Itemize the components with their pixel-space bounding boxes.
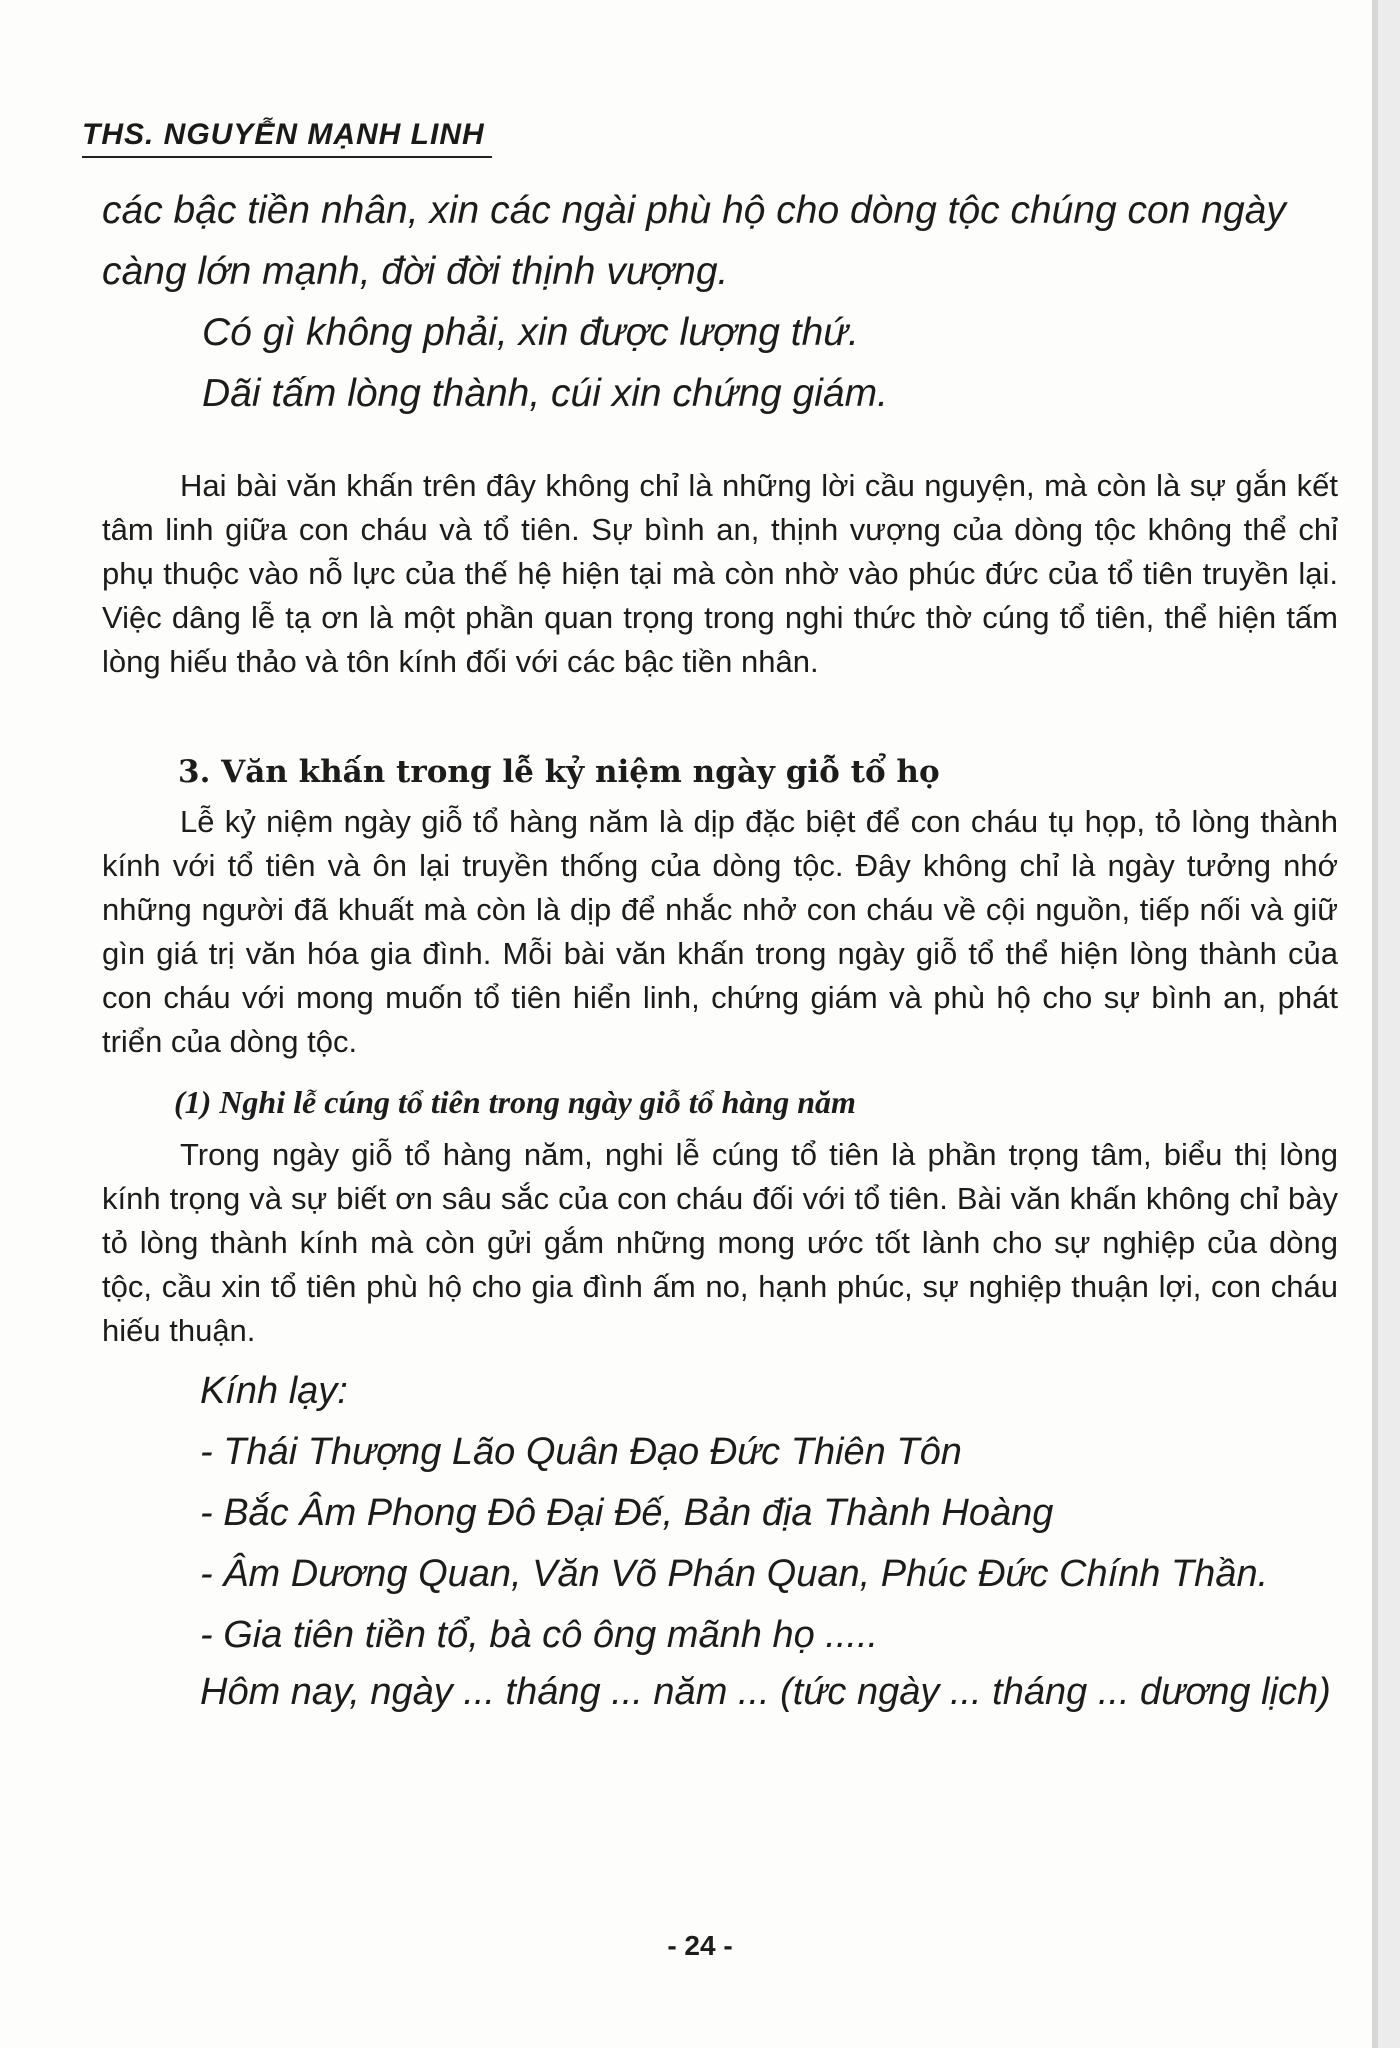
prayer-line-6: Hôm nay, ngày ... tháng ... năm ... (tức ngày ... tháng ... dương lịch) xyxy=(200,1671,1331,1713)
prayer-line-2: - Thái Thượng Lão Quân Đạo Đức Thiên Tôn xyxy=(200,1431,962,1473)
page-number: - 24 - xyxy=(667,1930,733,1961)
page-content xyxy=(102,180,1338,1718)
prayer-line-4: - Âm Dương Quan, Văn Võ Phán Quan, Phúc Đức Chính Thần. xyxy=(200,1553,1269,1595)
prayer-line-5: - Gia tiên tiền tổ, bà cô ông mãnh họ ..... xyxy=(200,1614,879,1656)
verse-line-1: các bậc tiền nhân, xin các ngài phù hộ cho dòng tộc chúng con ngày càng lớn mạnh, đời đời thịnh vượng. xyxy=(102,189,1286,293)
subsection-paragraph: Trong ngày giỗ tổ hàng năm, nghi lễ cúng tổ tiên là phần trọng tâm, biểu thị lòng kính trọng và sự biết ơn sâu sắc của con cháu đối với tổ tiên. Bài văn khấn không chỉ bày tỏ lòng thành kính mà còn gửi gắm những mong ước tốt lành cho sự nghiệp của dòng tộc, cầu xin tổ tiên phù hộ cho gia đình ấm no, hạnh phúc, sự nghiệp thuận lợi, con cháu hiếu thuận. xyxy=(102,1137,1338,1348)
paragraph-summary: Hai bài văn khấn trên đây không chỉ là những lời cầu nguyện, mà còn là sự gắn kết tâm linh giữa con cháu và tổ tiên. Sự bình an, thịnh vượng của dòng tộc không thể chỉ phụ thuộc vào nỗ lực của thế hệ hiện tại mà còn nhờ vào phúc đức của tổ tiên truyền lại. Việc dâng lễ tạ ơn là một phần quan trọng trong nghi thức thờ cúng tổ tiên, thể hiện tấm lòng hiếu thảo và tôn kính đối với các bậc tiền nhân. xyxy=(102,468,1338,679)
section-heading: 3. Văn khấn trong lễ kỷ niệm ngày giỗ tổ họ xyxy=(178,754,940,790)
subsection-heading: (1) Nghi lễ cúng tổ tiên trong ngày giỗ tổ hàng năm xyxy=(174,1084,856,1120)
prayer-line-1: Kính lạy: xyxy=(200,1370,348,1412)
page-edge xyxy=(1378,0,1400,2048)
author-name: THS. NGUYỄN MẠNH LINH xyxy=(82,118,485,151)
verse-line-2: Có gì không phải, xin được lượng thứ. xyxy=(202,311,859,354)
prayer-line-3: - Bắc Âm Phong Đô Đại Đế, Bản địa Thành Hoàng xyxy=(200,1492,1054,1534)
verse-line-3: Dãi tấm lòng thành, cúi xin chứng giám. xyxy=(202,372,888,415)
running-header xyxy=(82,118,492,158)
section-paragraph: Lễ kỷ niệm ngày giỗ tổ hàng năm là dịp đặc biệt để con cháu tụ họp, tỏ lòng thành kính với tổ tiên và ôn lại truyền thống của dòng tộc. Đây không chỉ là ngày tưởng nhớ những người đã khuất mà còn là dịp để nhắc nhở con cháu về cội nguồn, tiếp nối và giữ gìn giá trị văn hóa gia đình. Mỗi bài văn khấn trong ngày giỗ tổ thể hiện lòng thành của con cháu với mong muốn tổ tiên hiển linh, chứng giám và phù hộ cho sự bình an, phát triển của dòng tộc. xyxy=(102,804,1338,1059)
